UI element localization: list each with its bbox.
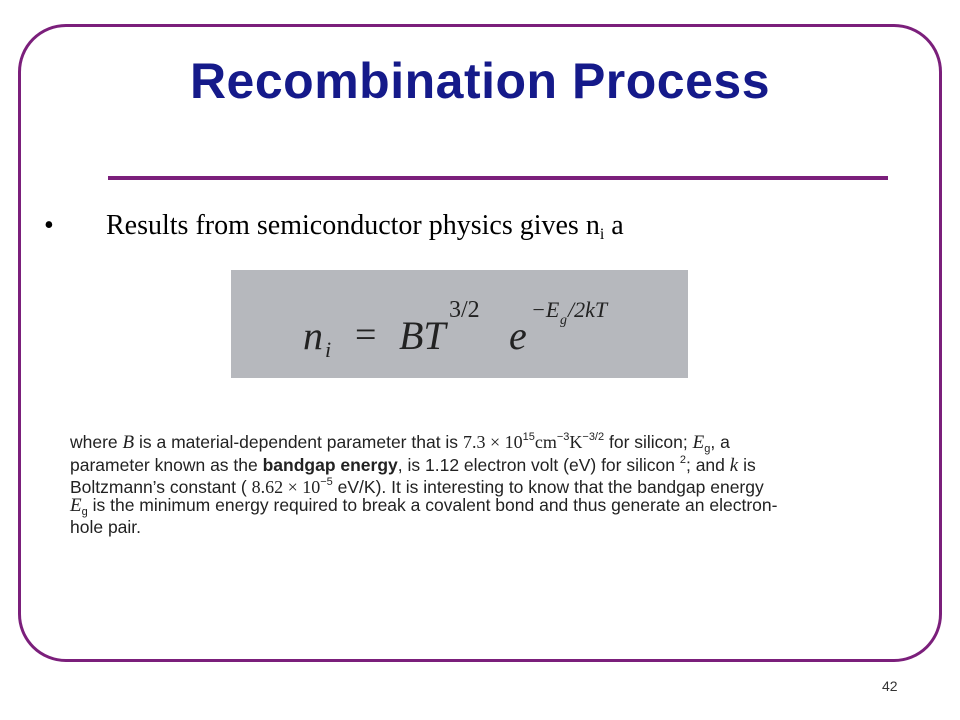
bullet-text [106,212,624,243]
eq-exp-power: −E [531,297,560,322]
equation-image [231,270,688,378]
subscript: g [704,443,711,455]
bold-term: bandgap energy [262,454,398,475]
eq-base: BT [399,313,446,358]
paragraph-line-5 [70,516,890,539]
unit: cm [534,432,557,452]
title-divider [108,176,888,180]
paragraph-line-1 [70,426,890,455]
eq-exp-base: e [509,313,527,358]
symbol-b: B [122,432,135,453]
text: , a [710,432,730,452]
equation-svg [231,270,688,378]
bullet-text-subscript: i [599,226,605,243]
text: for silicon; [604,432,693,452]
eq-lhs: n [303,313,323,358]
eq-exp-power-tail: /2kT [568,297,608,322]
exponent: 15 [522,431,535,443]
exponent: −3/2 [582,431,605,443]
value: 7.3 × 10 [462,432,523,452]
value: 8.62 × 10 [251,477,321,497]
eq-exp-power-sub: g [560,313,567,328]
slide-title: Recombination Process [189,53,771,109]
symbol-eg: E [70,494,82,516]
exponent: −5 [320,476,333,488]
page-number: 42 [882,678,898,694]
text: hole pair. [70,517,142,537]
explanation-paragraph [70,426,890,539]
symbol-k: k [729,454,739,476]
text: ; and [685,454,730,475]
bullet-marker: • [44,210,54,241]
reference: 2 [679,453,686,466]
bullet-text-main: Results from semiconductor physics gives n [106,210,600,241]
text: Boltzmann’s constant ( [70,477,252,497]
paragraph-line-2 [70,449,890,476]
exponent: −3 [556,431,570,443]
text: is [738,454,756,475]
eq-equals: = [355,314,377,356]
text: eV/K). It is interesting to know that the bandgap energy [332,477,764,497]
symbol-eg: E [692,432,705,453]
eq-lhs-sub: i [325,337,332,362]
paragraph-line-4 [70,494,890,517]
text: , is 1.12 electron volt (eV) for silicon [397,454,680,475]
text: parameter known as the [70,454,263,475]
text: is the minimum energy required to break a covalent bond and thus generate an electron- [87,494,778,515]
bullet-text-tail: a [604,210,624,241]
text: is a material-dependent parameter that is [134,432,463,452]
eq-base-exp: 3/2 [449,297,480,323]
text: where [70,432,123,452]
paragraph-line-3 [70,471,890,497]
subscript: g [81,505,88,518]
unit: K [569,432,583,452]
